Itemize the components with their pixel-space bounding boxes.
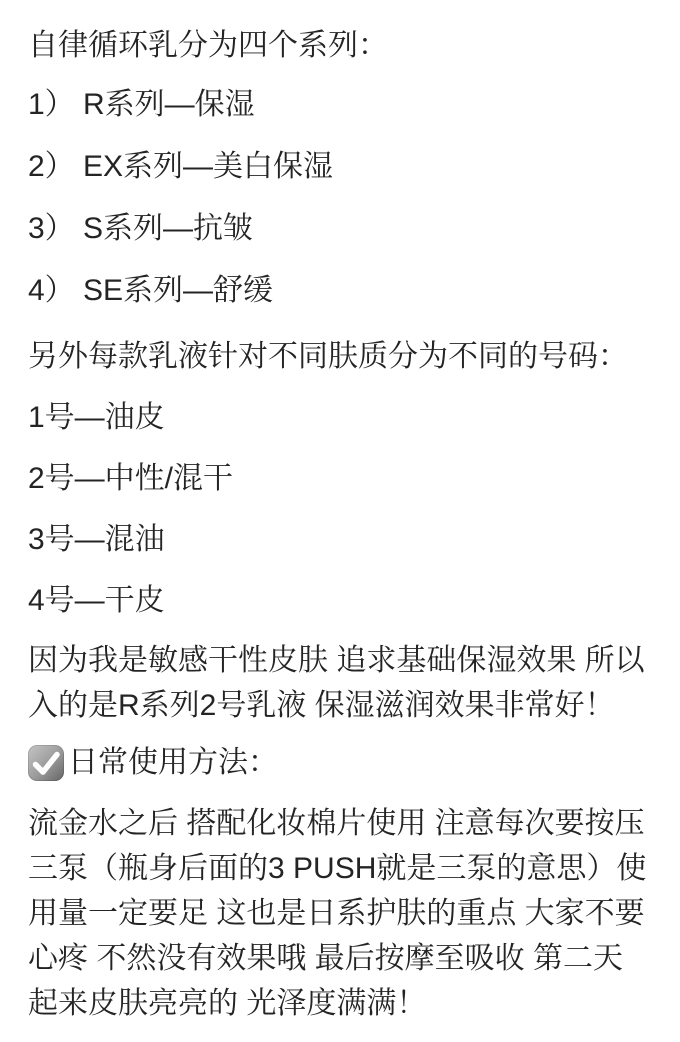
personal-note-line: 入的是R系列2号乳液 保湿滋润效果非常好！ [28,689,615,722]
series-item-ex: 2） EX系列—美白保湿 [28,150,334,183]
series-intro-line: 自律循环乳分为四个系列： [28,29,388,62]
number-item-1: 1号—油皮 [28,401,165,434]
number-item-3: 3号—混油 [28,523,165,556]
usage-note-line: 起来皮肤亮亮的 光泽度满满！ [28,987,427,1020]
series-item-r: 1） R系列—保湿 [28,88,255,121]
usage-note-line: 三泵（瓶身后面的3 PUSH就是三泵的意思）使 [28,852,647,885]
usage-note-line: 心疼 不然没有效果哦 最后按摩至吸收 第二天 [28,942,624,975]
series-item-se: 4） SE系列—舒缓 [28,274,274,307]
usage-note-line: 用量一定要足 这也是日系护肤的重点 大家不要 [28,897,645,930]
number-item-4: 4号—干皮 [28,584,165,617]
usage-heading [28,744,660,782]
usage-note-line: 流金水之后 搭配化妆棉片使用 注意每次要按压 [28,807,645,840]
personal-note-line: 因为我是敏感干性皮肤 追求基础保湿效果 所以 [28,644,645,677]
numbers-intro-line: 另外每款乳液针对不同肤质分为不同的号码： [28,340,628,373]
number-item-2: 2号—中性/混干 [28,462,234,495]
personal-note-paragraph [28,638,660,728]
check-mark-emoji [28,745,64,781]
usage-heading-label: 日常使用方法： [68,746,278,779]
usage-note-paragraph [28,801,660,1026]
series-item-s: 3） S系列—抗皱 [28,212,254,245]
